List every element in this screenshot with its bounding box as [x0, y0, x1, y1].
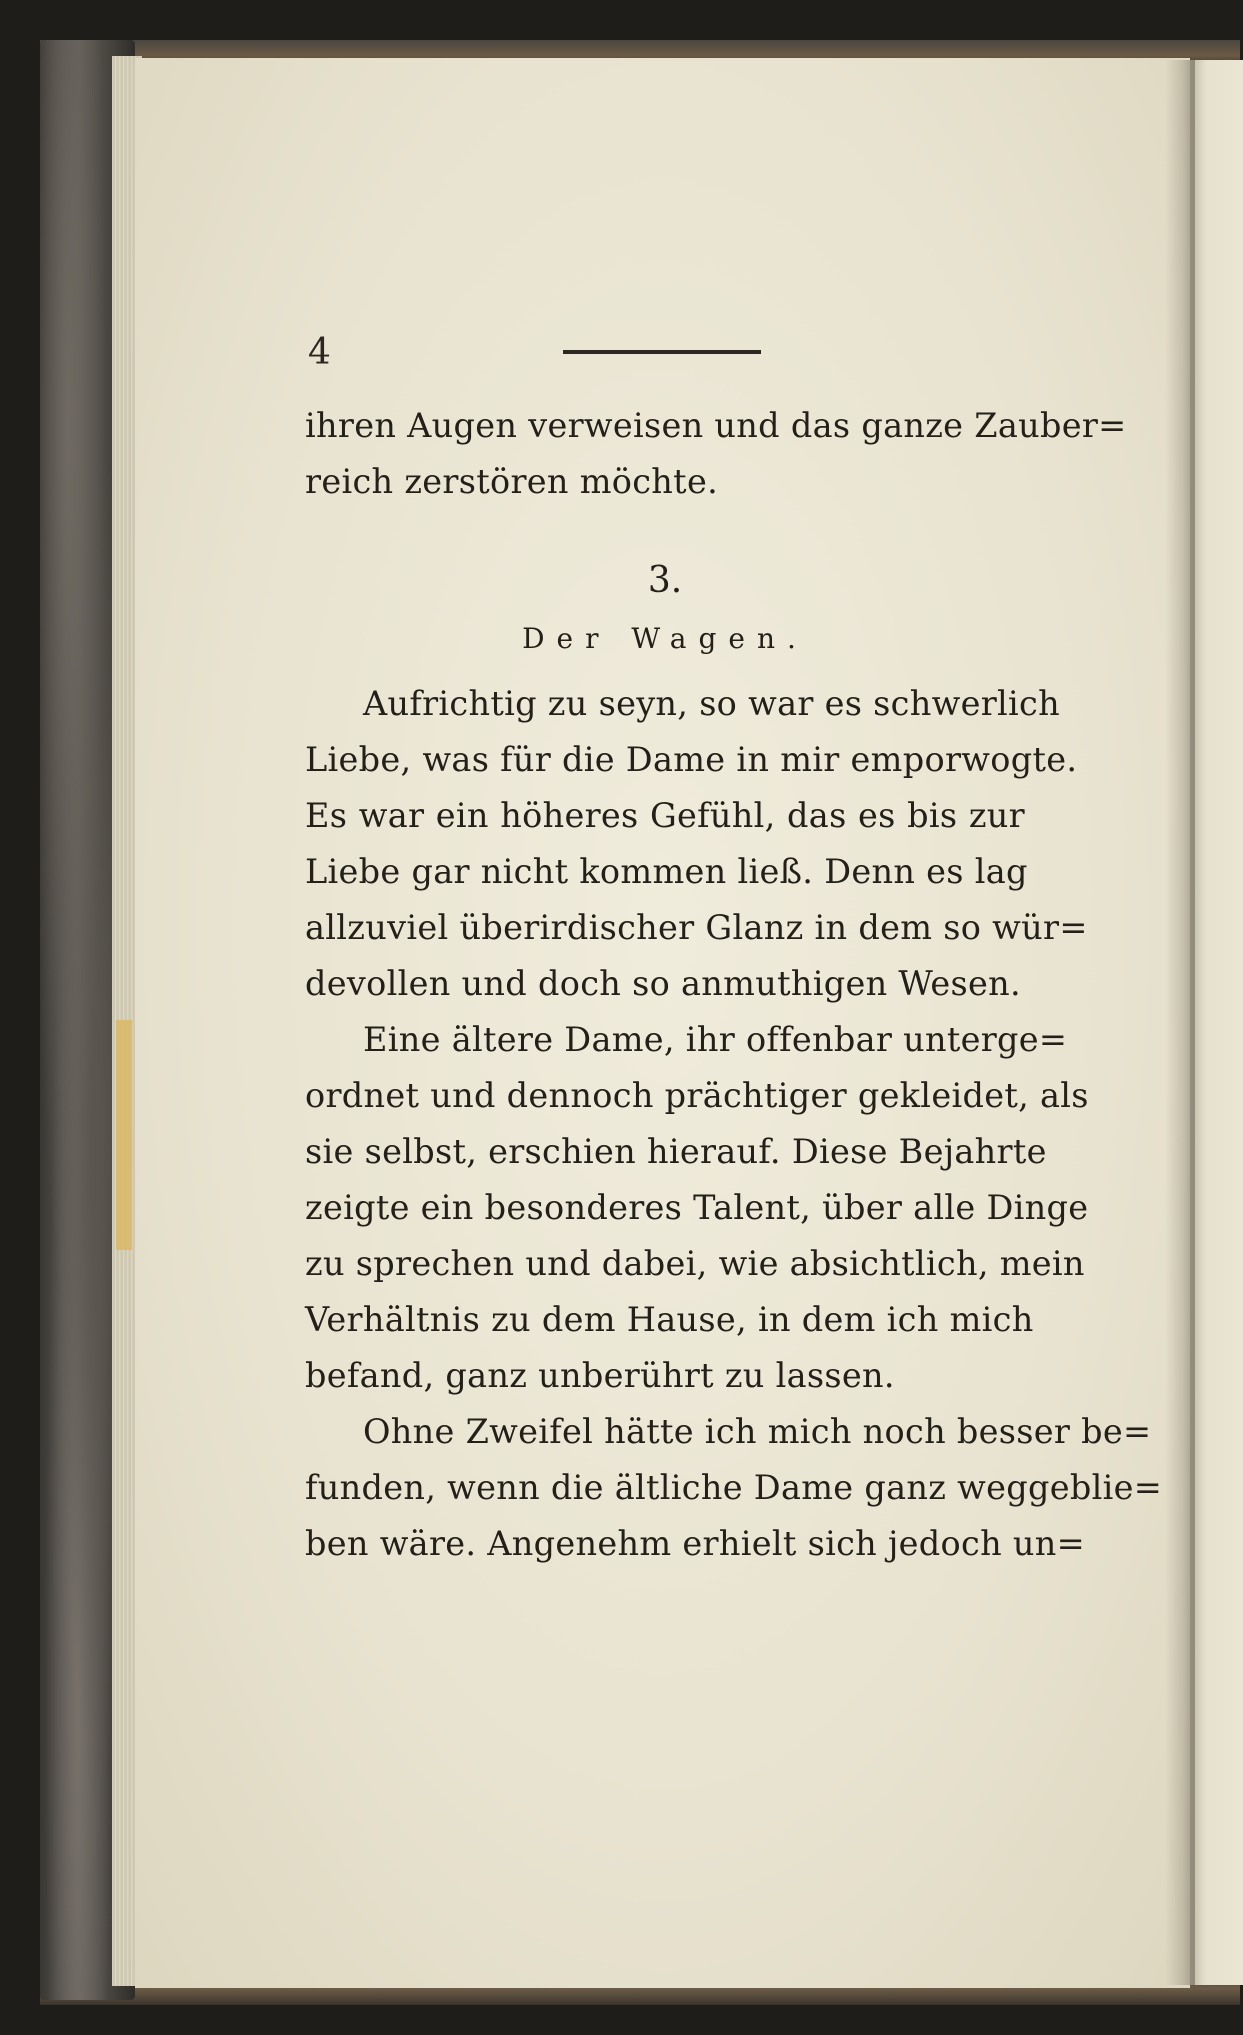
paragraph-2	[305, 1012, 1089, 1404]
text-line: funden, wenn die ältliche Dame ganz weggeblie=	[305, 1468, 1163, 1507]
text-line: ordnet und dennoch prächtiger gekleidet, als	[305, 1076, 1089, 1115]
text-line: Ohne Zweifel hätte ich mich noch besser be=	[363, 1412, 1152, 1451]
paragraph-1	[305, 676, 1088, 1012]
section-number: 3.	[647, 560, 683, 601]
text-line: ihren Augen verweisen und das ganze Zauber=	[305, 406, 1127, 445]
text-line: Eine ältere Dame, ihr offenbar unterge=	[363, 1020, 1068, 1059]
text-line: allzuviel überirdischer Glanz in dem so wür=	[305, 908, 1088, 947]
paragraph-3	[305, 1404, 1163, 1572]
section-title: Der Wagen.	[522, 622, 808, 655]
text-line: reich zerstören möchte.	[305, 462, 719, 501]
carryover-text	[305, 398, 1127, 510]
page-number: 4	[308, 332, 331, 373]
text-line: Verhältnis zu dem Hause, in dem ich mich	[305, 1300, 1034, 1339]
text-line: Liebe, was für die Dame in mir emporwogte.	[305, 740, 1078, 779]
text-line: ben wäre. Angenehm erhielt sich jedoch un=	[305, 1524, 1086, 1563]
text-line: befand, ganz unberührt zu lassen.	[305, 1356, 895, 1395]
text-line: Es war ein höheres Gefühl, das es bis zur	[305, 796, 1025, 835]
paper-slip	[116, 1020, 132, 1250]
text-line: Aufrichtig zu seyn, so war es schwerlich	[363, 684, 1060, 723]
text-line: zeigte ein besonderes Talent, über alle Dinge	[305, 1188, 1089, 1227]
facing-page-edge	[1190, 60, 1243, 1985]
text-line: sie selbst, erschien hierauf. Diese Bejahrte	[305, 1132, 1047, 1171]
text-line: Liebe gar nicht kommen ließ. Denn es lag	[305, 852, 1028, 891]
text-line: zu sprechen und dabei, wie absichtlich, mein	[305, 1244, 1085, 1283]
gutter-shadow	[1165, 60, 1195, 1985]
header-rule	[563, 350, 761, 354]
text-line: devollen und doch so anmuthigen Wesen.	[305, 964, 1021, 1003]
